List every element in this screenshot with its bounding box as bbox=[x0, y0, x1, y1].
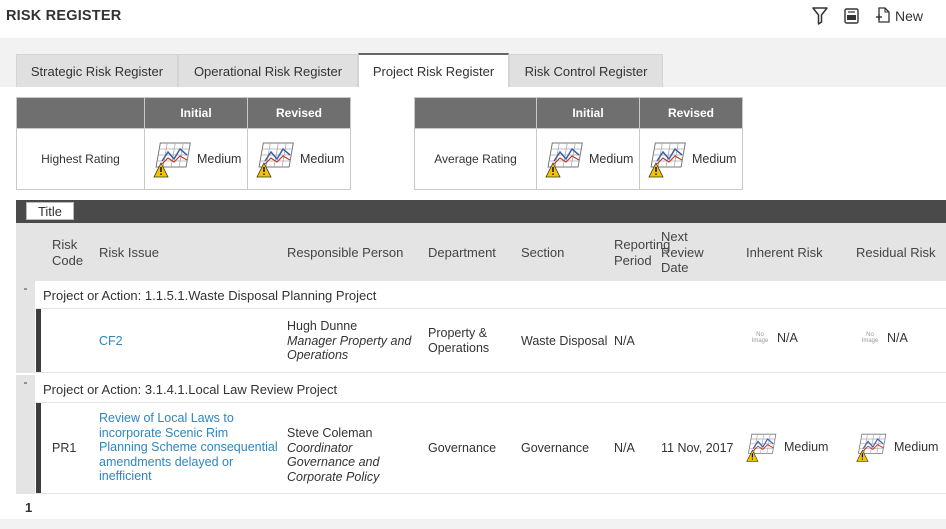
column-risk-code[interactable]: Risk Code bbox=[52, 237, 84, 268]
tab-label: Strategic Risk Register bbox=[30, 63, 164, 79]
table-row[interactable] bbox=[16, 309, 946, 373]
rating-value: Medium bbox=[300, 152, 345, 166]
column-reporting-period[interactable]: Reporting Period bbox=[614, 237, 671, 268]
risk-rating-icon bbox=[648, 139, 688, 179]
responsible-person-name: Hugh Dunne bbox=[287, 319, 358, 333]
tab-label: Project Risk Register bbox=[372, 63, 495, 79]
risk-rating-icon bbox=[856, 431, 888, 463]
group-by-title-chip[interactable]: Title bbox=[26, 202, 74, 220]
group-collapse-toggle[interactable]: - bbox=[16, 375, 35, 403]
summary-col-initial: Initial bbox=[537, 98, 640, 129]
row-gutter bbox=[16, 403, 35, 493]
group-label: Project or Action: 3.1.4.1.Local Law Review Project bbox=[43, 382, 338, 397]
column-section[interactable]: Section bbox=[521, 245, 565, 260]
column-inherent-risk[interactable]: Inherent Risk bbox=[746, 245, 823, 260]
new-button-label: New bbox=[895, 8, 924, 24]
risk-issue-link[interactable]: Review of Local Laws to incorporate Scenic Rim Planning Scheme consequential amendments delayed or inefficient bbox=[99, 411, 278, 483]
risk-rating-icon bbox=[153, 139, 193, 179]
inherent-risk-cell bbox=[749, 331, 798, 346]
tab-label: Operational Risk Register bbox=[193, 63, 343, 79]
responsible-person-role: Coordinator Governance and Corporate Policy bbox=[287, 440, 380, 484]
column-risk-issue[interactable]: Risk Issue bbox=[99, 245, 159, 260]
column-residual-risk[interactable]: Residual Risk bbox=[856, 245, 936, 260]
risk-rating-icon bbox=[545, 139, 585, 179]
inherent-risk-cell bbox=[746, 431, 828, 463]
summary-revised-cell bbox=[640, 129, 743, 190]
summary-corner bbox=[415, 98, 537, 129]
rating-value: Medium bbox=[197, 152, 242, 166]
pagination bbox=[16, 496, 946, 519]
risk-rating-icon bbox=[746, 431, 778, 463]
tab-label: Risk Control Register bbox=[524, 63, 648, 79]
page-number-1[interactable]: 1 bbox=[25, 500, 33, 515]
new-document-icon bbox=[875, 6, 891, 27]
column-responsible-person[interactable]: Responsible Person bbox=[287, 245, 404, 260]
export-icon[interactable] bbox=[843, 6, 861, 26]
reporting-period-cell: N/A bbox=[614, 334, 635, 348]
column-next-review-date[interactable]: Next Review Date bbox=[661, 229, 704, 275]
rating-value: Medium bbox=[589, 152, 634, 166]
residual-risk-value: Medium bbox=[894, 439, 939, 454]
tab-project-risk-register[interactable] bbox=[358, 53, 509, 87]
rating-value: Medium bbox=[692, 152, 737, 166]
responsible-person-role: Manager Property and Operations bbox=[287, 333, 412, 362]
section-cell: Governance bbox=[521, 441, 590, 455]
grouping-bar bbox=[16, 200, 946, 223]
responsible-person-cell bbox=[287, 426, 417, 484]
new-button[interactable] bbox=[875, 6, 923, 26]
responsible-person-cell bbox=[287, 319, 417, 363]
inherent-risk-value: Medium bbox=[784, 439, 829, 454]
next-review-date-cell: 11 Nov, 2017 bbox=[661, 441, 734, 455]
table-row[interactable] bbox=[16, 403, 946, 494]
summary-initial-cell bbox=[537, 129, 640, 190]
residual-risk-cell bbox=[856, 431, 938, 463]
column-department[interactable]: Department bbox=[428, 245, 496, 260]
group-row bbox=[16, 281, 946, 309]
no-image-placeholder: No Image bbox=[861, 332, 879, 345]
page-header bbox=[0, 0, 946, 38]
summary-row-label: Average Rating bbox=[415, 129, 537, 190]
summary-col-initial: Initial bbox=[145, 98, 248, 129]
no-image-placeholder: No Image bbox=[751, 332, 769, 345]
average-rating-summary bbox=[414, 97, 743, 190]
residual-risk-value: N/A bbox=[887, 331, 908, 345]
row-indicator bbox=[36, 309, 41, 372]
section-cell: Waste Disposal bbox=[521, 334, 608, 348]
summary-corner bbox=[17, 98, 145, 129]
reporting-period-cell: N/A bbox=[614, 441, 635, 455]
summary-initial-cell bbox=[145, 129, 248, 190]
residual-risk-cell bbox=[859, 331, 908, 346]
summary-col-revised: Revised bbox=[248, 98, 351, 129]
risk-code-cell: PR1 bbox=[52, 441, 77, 455]
summary-revised-cell bbox=[248, 129, 351, 190]
group-row bbox=[16, 375, 946, 403]
group-collapse-toggle[interactable]: - bbox=[16, 281, 35, 309]
row-indicator bbox=[36, 403, 41, 493]
risk-rating-icon bbox=[256, 139, 296, 179]
tab-strategic-risk-register[interactable] bbox=[16, 54, 178, 87]
filter-icon[interactable] bbox=[811, 6, 829, 26]
department-cell: Property & Operations bbox=[428, 326, 490, 355]
inherent-risk-value: N/A bbox=[777, 331, 798, 345]
summary-row-label: Highest Rating bbox=[17, 129, 145, 190]
row-gutter bbox=[16, 309, 35, 372]
group-label: Project or Action: 1.1.5.1.Waste Disposal Planning Project bbox=[43, 288, 377, 303]
summary-col-revised: Revised bbox=[640, 98, 743, 129]
highest-rating-summary bbox=[16, 97, 351, 190]
tab-operational-risk-register[interactable] bbox=[178, 54, 358, 87]
column-header-row bbox=[16, 223, 946, 281]
risk-issue-link[interactable]: CF2 bbox=[99, 334, 123, 348]
department-cell: Governance bbox=[428, 441, 497, 455]
tab-risk-control-register[interactable] bbox=[509, 54, 663, 87]
responsible-person-name: Steve Coleman bbox=[287, 426, 373, 440]
page-title: RISK REGISTER bbox=[6, 8, 122, 24]
